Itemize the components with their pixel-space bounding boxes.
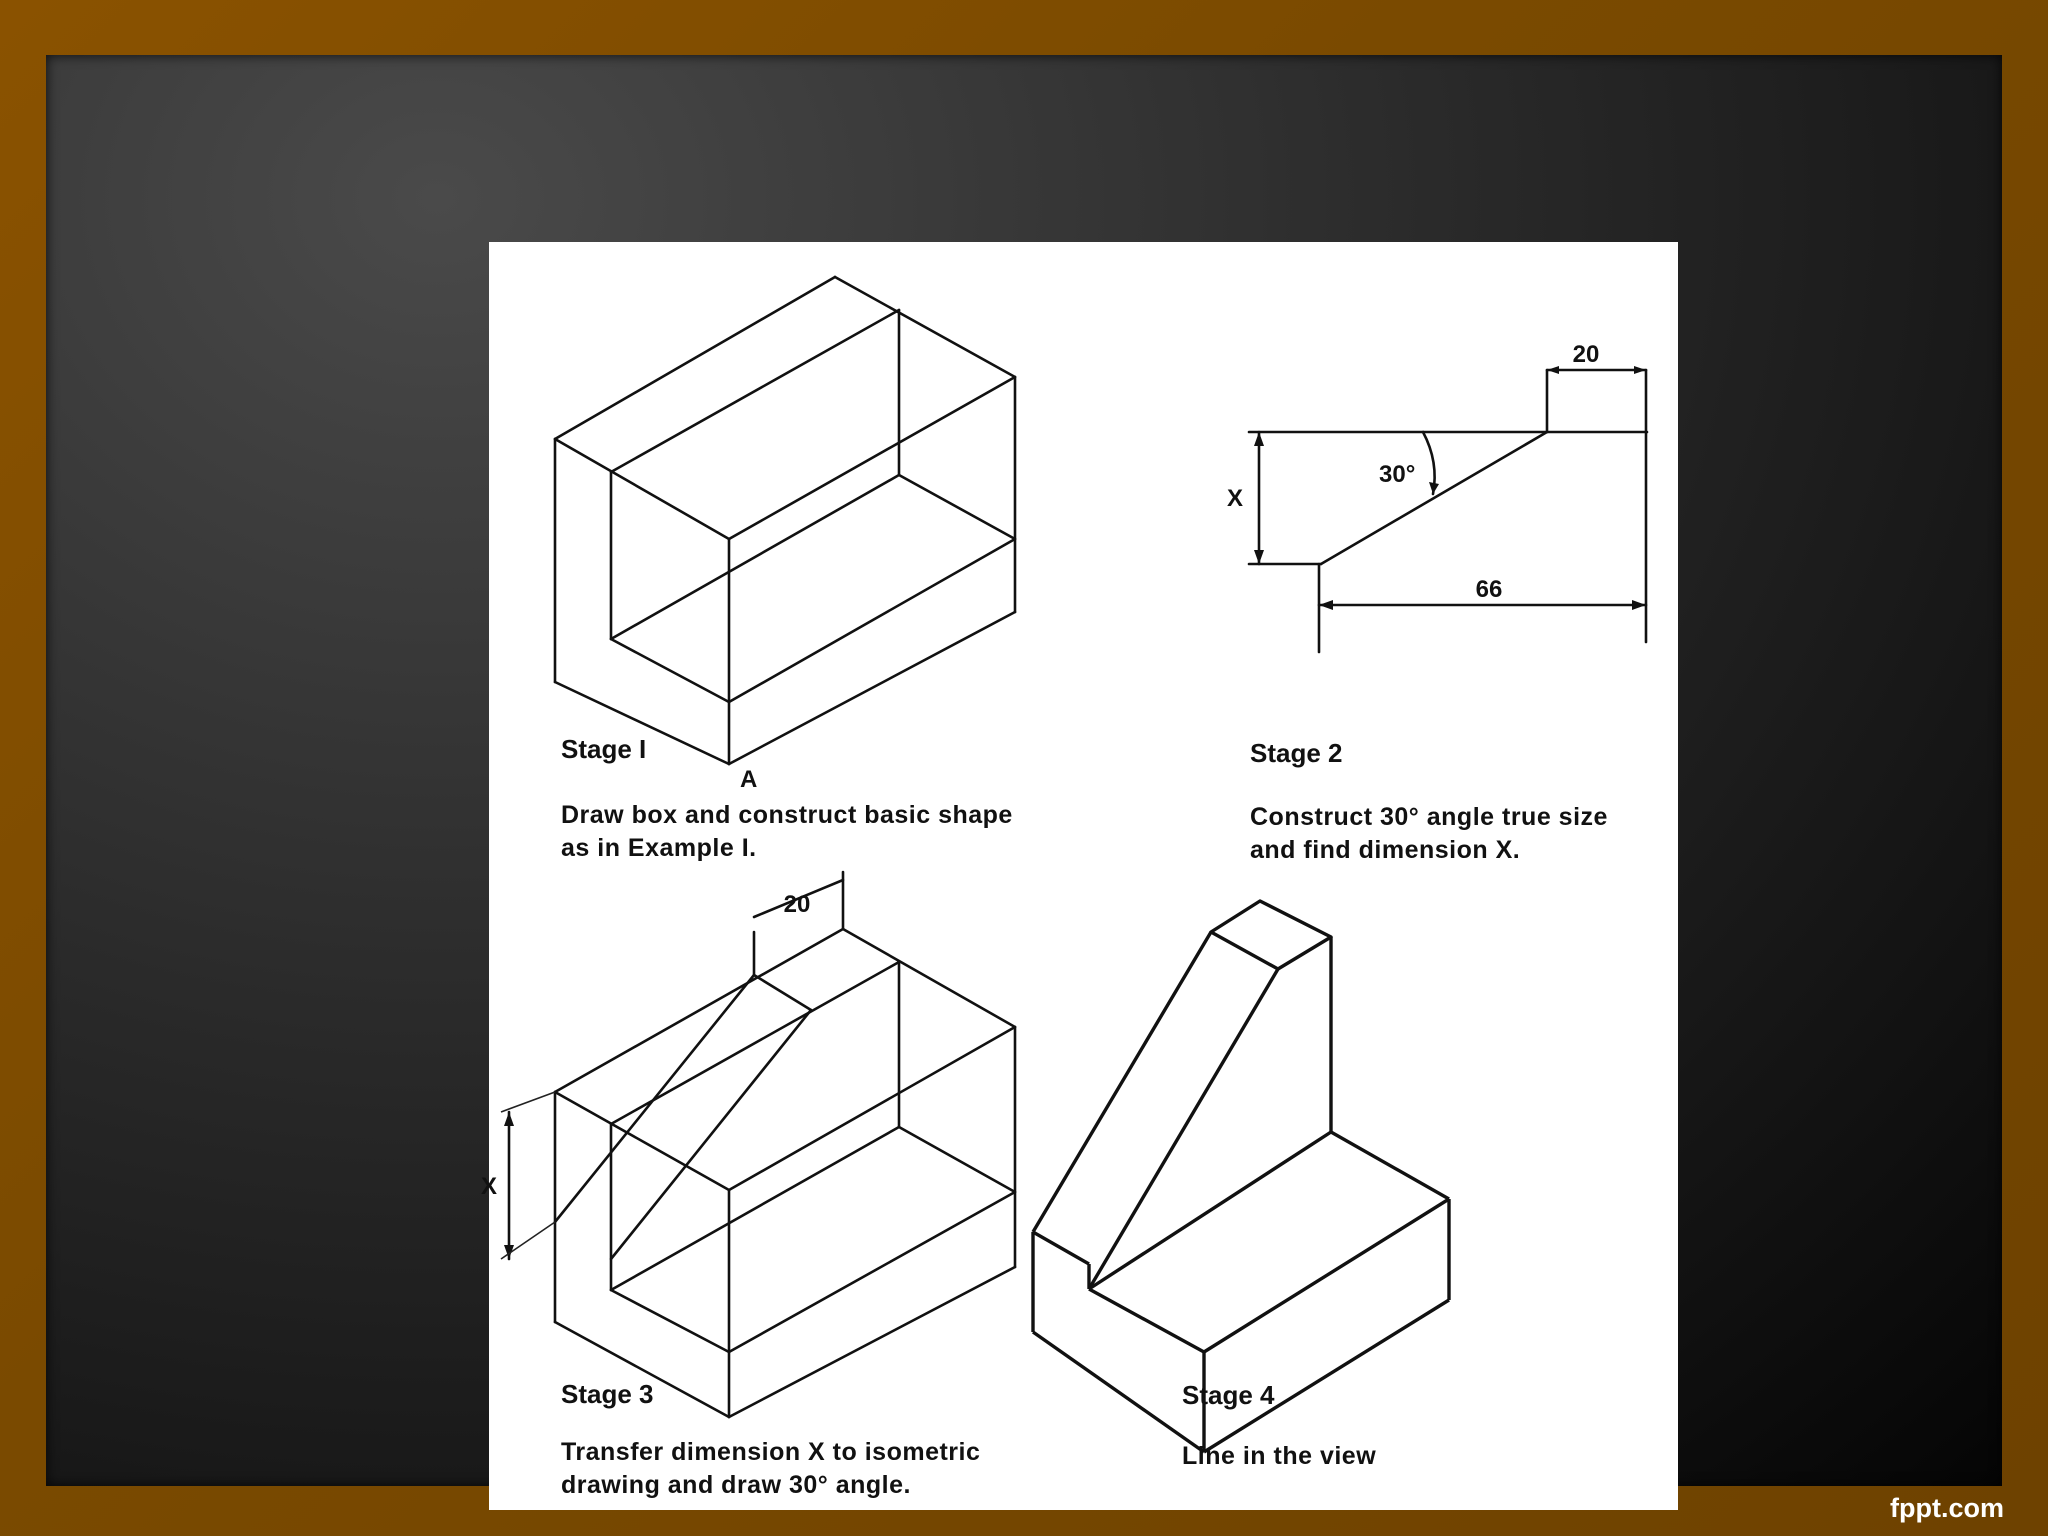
stage2-description [1250,801,1608,867]
stage2-angle-construction [1227,341,1647,652]
stage3-desc-line1: Transfer dimension X to isometric [561,1438,981,1466]
stage2-title: Stage 2 [1250,738,1343,768]
stage4-title: Stage 4 [1182,1380,1275,1410]
stage2-dim-66-label: 66 [1475,576,1503,603]
stage1-box-drawing [555,277,1015,793]
stage2-dim-x-label: X [1226,485,1244,512]
stage3-description [561,1436,980,1502]
stage3-dim-20-label: 20 [783,891,811,918]
drawing-sheet [481,242,1678,1510]
stage1-title: Stage I [561,734,647,764]
brand-watermark: fppt.com [1890,1493,2004,1523]
slide-background [46,55,2002,1499]
stage1-desc-line1: Draw box and construct basic shape [561,801,1013,829]
stage3-title: Stage 3 [561,1379,654,1409]
stage4-final-object [1033,901,1449,1452]
stage4-description [1182,1440,1376,1473]
stage2-dim-20-label: 20 [1572,341,1600,368]
stage1-description [561,799,1013,865]
stage1-point-label: A [740,766,758,793]
stage3-dim-x-label: X [481,1173,498,1200]
stage3-transfer-drawing [481,872,1015,1417]
stage4-desc-line1: Line in the view [1182,1442,1377,1470]
stage1-desc-line2: as in Example I. [561,834,757,862]
stage2-desc-line2: and find dimension X. [1250,836,1521,864]
stage3-desc-line2: drawing and draw 30° angle. [561,1471,911,1499]
stage2-angle-label: 30° [1379,461,1416,488]
stage2-desc-line1: Construct 30° angle true size [1250,803,1608,831]
isometric-drawing-diagram [481,242,1678,1510]
